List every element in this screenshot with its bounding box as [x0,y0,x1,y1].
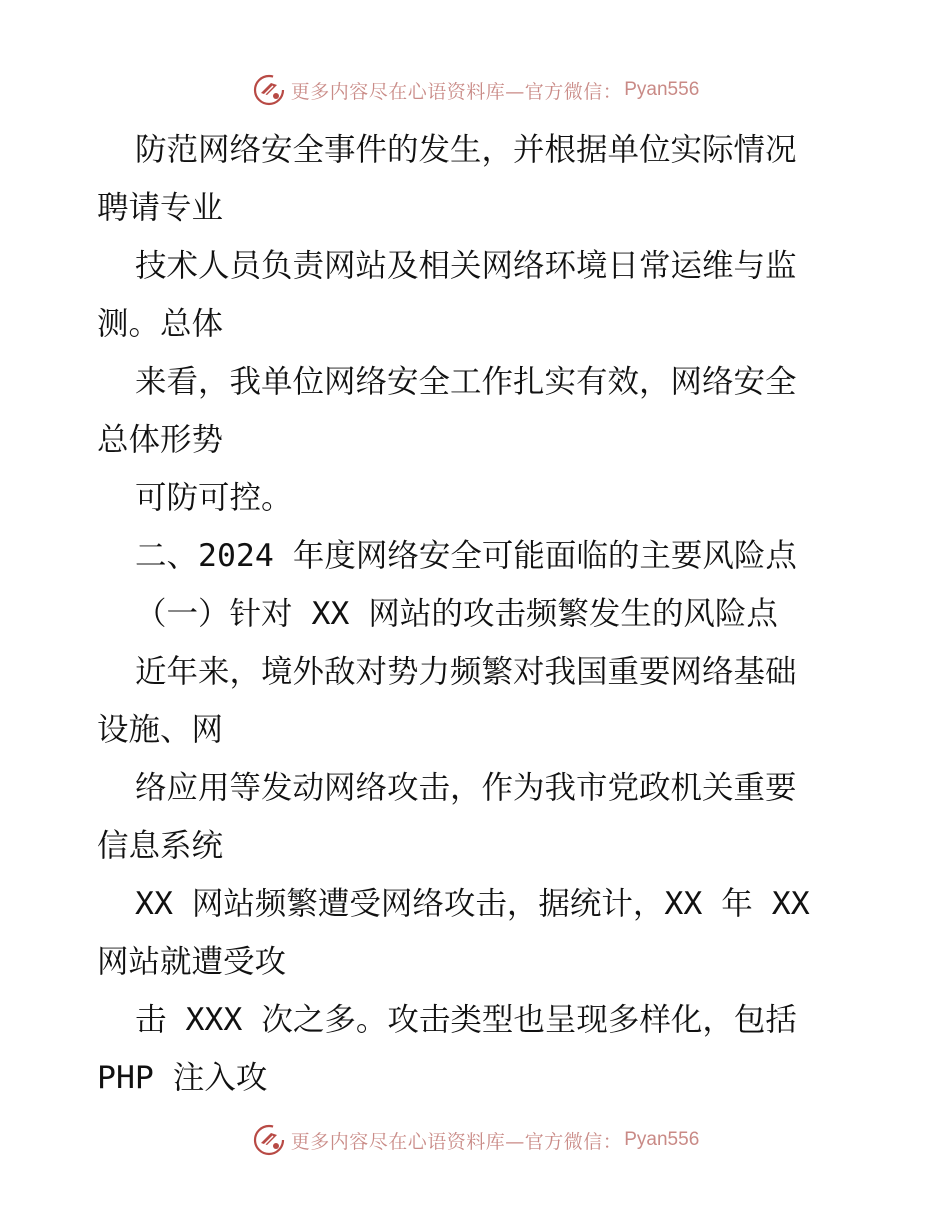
text-line: 击 XXX 次之多。攻击类型也呈现多样化，包括 [135,1002,797,1038]
text-line: XX 网站频繁遭受网络攻击，据统计，XX 年 XX [135,886,810,922]
book-logo-icon [251,1122,287,1158]
text-line: （一）针对 XX 网站的攻击频繁发生的风险点 [135,596,778,632]
text-line: 信息系统 [97,828,224,864]
text-line: 技术人员负责网站及相关网络环境日常运维与监 [135,248,797,284]
text-line: 总体形势 [97,422,224,458]
text-line: 网站就遭受攻 [97,944,287,980]
text-line: PHP 注入攻 [97,1060,268,1096]
text-line: 近年来，境外敌对势力频繁对我国重要网络基础 [135,654,797,690]
watermark-header [0,70,950,110]
book-logo-icon [251,72,287,108]
text-line: 设施、网 [97,712,224,748]
document-body [97,121,857,1107]
text-line: 来看，我单位网络安全工作扎实有效，网络安全 [135,364,797,400]
text-line: 络应用等发动网络攻击，作为我市党政机关重要 [135,770,797,806]
text-line: 防范网络安全事件的发生，并根据单位实际情况 [135,132,797,168]
watermark-text: 更多内容尽在心语资料库—官方微信： [290,1130,623,1153]
text-line: 聘请专业 [97,190,224,226]
text-line: 可防可控。 [135,480,293,516]
text-line: 二、2024 年度网络安全可能面临的主要风险点 [135,538,797,574]
text-line: 测。总体 [97,306,224,342]
watermark-wechat-id: Pyan556 [624,1129,700,1150]
watermark-footer [0,1120,950,1160]
watermark-text: 更多内容尽在心语资料库—官方微信： [290,80,623,103]
watermark-wechat-id: Pyan556 [624,79,700,100]
